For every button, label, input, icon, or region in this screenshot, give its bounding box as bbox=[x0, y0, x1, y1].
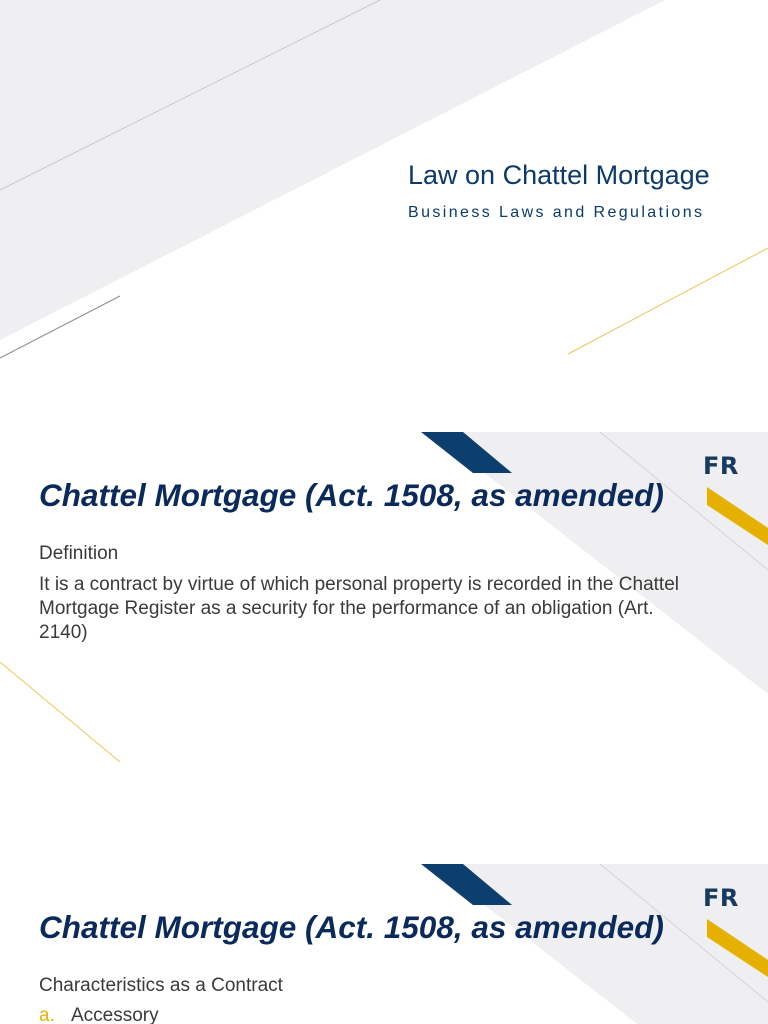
title-block bbox=[408, 158, 738, 223]
characteristics-slide bbox=[0, 864, 768, 1024]
list-item bbox=[39, 1004, 159, 1024]
presentation-subtitle: Business Laws and Regulations bbox=[408, 204, 705, 221]
list-item-text: Accessory bbox=[71, 1005, 159, 1024]
presentation-title: Law on Chattel Mortgage bbox=[408, 160, 710, 190]
characteristics-label: Characteristics as a Contract bbox=[39, 975, 283, 996]
fr-logo: FR bbox=[703, 884, 739, 912]
slide-heading: Chattel Mortgage (Act. 1508, as amended) bbox=[39, 477, 664, 513]
slide-heading: Chattel Mortgage (Act. 1508, as amended) bbox=[39, 909, 664, 945]
definition-text: It is a contract by virtue of which personal property is recorded in the Chattel Mortgage Register as a security for the performance of an obligation (Art. 2140) bbox=[39, 574, 679, 643]
fr-logo: FR bbox=[703, 452, 739, 480]
definition-label: Definition bbox=[39, 543, 119, 564]
definition-slide bbox=[0, 432, 768, 864]
list-marker: a. bbox=[39, 1005, 55, 1024]
title-slide bbox=[0, 0, 768, 432]
